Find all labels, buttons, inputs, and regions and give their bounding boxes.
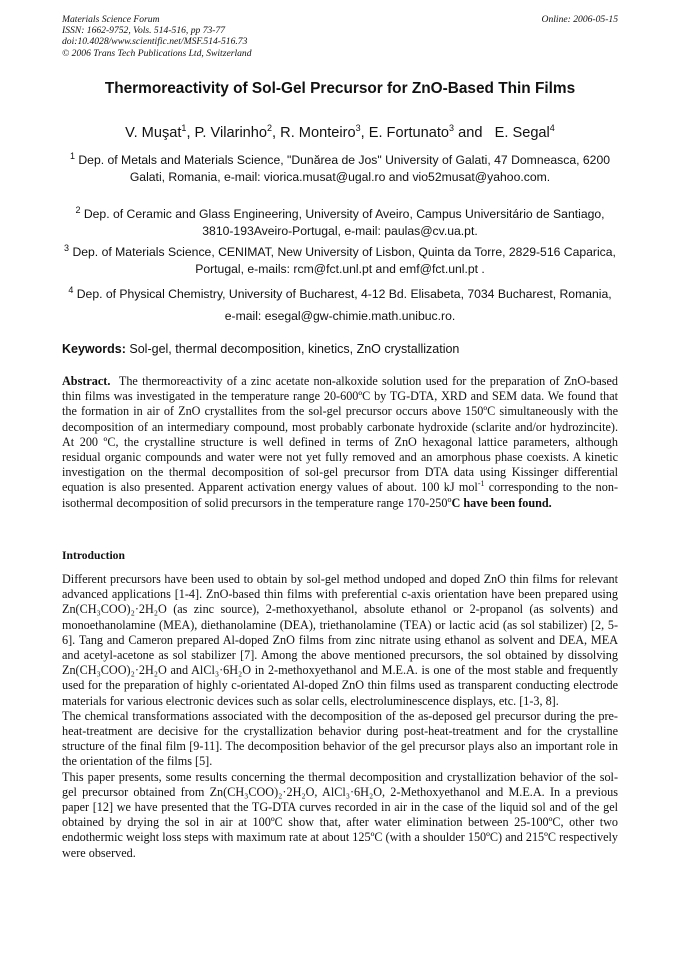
- online-date: Online: 2006-05-15: [541, 14, 618, 25]
- affiliation-number: 2: [75, 204, 81, 215]
- keywords-text: Sol-gel, thermal decomposition, kinetics, ZnO crystallization: [129, 342, 460, 356]
- doi-line: doi:10.4028/www.scientific.net/MSF.514-516.73: [62, 36, 248, 48]
- introduction-body: [62, 572, 618, 861]
- copyright-line: © 2006 Trans Tech Publications Ltd, Switzerland: [62, 47, 252, 59]
- author-aff-mark: 3: [449, 123, 455, 134]
- affiliation-3: [62, 244, 618, 278]
- paragraph: The chemical transformations associated with the decomposition of the as-deposed gel precursor during the pre-heat-treatment are decisive for the crystallization behavior during post-heat-treatment and for the crystalline structure of the final film [9-11]. The decomposition behavior of the gel precursor plays also an important role in the orientation of the films [5].: [62, 708, 618, 769]
- author-aff-mark: 3: [355, 123, 361, 134]
- affiliation-text: Dep. of Physical Chemistry, University of Bucharest, 4-12 Bd. Elisabeta, 7034 Bucharest, Romania, e-mail: esegal@gw-chimie.math.unibuc.ro.: [76, 287, 612, 323]
- paragraph: Different precursors have been used to obtain by sol-gel method undoped and doped ZnO thin films for relevant advanced applications [1-4]. ZnO-based thin films with preferential c-axis orientation have been prepared using Zn(CH₃COO)₂·2H₂O (as zinc source), 2-methoxyethanol, absolute ethanol or 2-propanol (as solvents) and monoethanolamine (MEA), diethanolamine (DEA), triethanolamine (TEA) or lactic acid (as sol stabilizer) [2, 5-6]. Tang and Cameron prepared Al-doped ZnO films from zinc nitrate using ethanol as solvent and DEA, MEA and acetyl-acetone as sol stabilizer [7]. Among the above mentioned precursors, the sol obtained by dissolving Zn(CH₃COO)₂·2H₂O and AlCl₃·6H₂O in 2-methoxyethanol and M.E.A. is one of the most stable and frequently used for the preparation of highly c-orientated Al-doped ZnO thin films used as transparent conducting electrode materials for various electronic devices such as solar cells, electroluminescence displays, etc. [1-3, 8].: [62, 572, 618, 708]
- abstract-label: Abstract.: [62, 374, 111, 388]
- abstract-text: The thermoreactivity of a zinc acetate non-alkoxide solution used for the preparation of ZnO-based thin films was investigated in the temperature range 20-600ºC by TG-DTA, XRD and SEM data. We found that the formation in air of ZnO crystallites from the sol-gel precursor occurs above 150ºC simultaneously with the decomposition of an intermediary compound, most probably carbonate hydroxide (sclarite and/or hydrozincite). At 200 ºC, the crystalline structure is well defined in terms of ZnO hexagonal lattice parameters, although residual organic compounds and water were not yet fully removed and an amorphous phase coexists. A kinetic investigation on the thermal decomposition of sol-gel precursor from DTA data using Kissinger differential equation is also presented. Apparent activation energy values of about. 100 kJ mol: [62, 374, 618, 495]
- paper-title: Thermoreactivity of Sol-Gel Precursor for ZnO-Based Thin Films: [104, 80, 576, 97]
- author-name: P. Vilarinho: [194, 125, 268, 141]
- author-name: E. Segal: [494, 125, 550, 141]
- abstract-sup: -1: [477, 479, 485, 489]
- author-aff-mark: 1: [181, 123, 187, 134]
- affiliation-number: 3: [64, 242, 70, 253]
- journal-header: [62, 14, 618, 59]
- affiliation-2: [62, 206, 618, 240]
- affiliation-number: 1: [69, 150, 75, 161]
- author-aff-mark: 4: [549, 123, 555, 134]
- abstract-text: C have been found.: [451, 495, 552, 510]
- affiliation-text: Dep. of Ceramic and Glass Engineering, University of Aveiro, Campus Universitário de Santiago, 3810-193Aveiro-Portugal, e-mail: paulas@cv.ua.pt.: [83, 207, 605, 238]
- author-name: V. Muşat: [125, 125, 182, 141]
- affiliation-4: [62, 283, 618, 327]
- affiliation-number: 4: [68, 284, 74, 295]
- journal-name: Materials Science Forum: [62, 14, 160, 25]
- paragraph: This paper presents, some results concerning the thermal decomposition and crystallization behavior of the sol-gel precursor obtained from Zn(CH₃COO)₂·2H₂O, AlCl₃·6H₂O, 2-Methoxyethanol and M.E.A. In a previous paper [12] we have presented that the TG-DTA curves recorded in air in the case of the liquid sol and of the gel obtained by drying the sol in air at 100ºC show that, after water elimination between 25-100ºC, other two endothermic weight loss steps with maximum rate at about 125ºC (with a shoulder 150ºC) and 215ºC respectively were observed.: [62, 769, 618, 860]
- abstract: [62, 374, 618, 511]
- abstract-sup: o: [447, 494, 452, 504]
- author-name: E. Fortunato: [368, 125, 450, 141]
- affiliation-1: [62, 152, 618, 186]
- abstract-text: corresponding to the non-isothermal decomposition of solid precursors in the temperature range 170-250: [62, 480, 618, 510]
- issn-line: ISSN: 1662-9752, Vols. 514-516, pp 73-77: [62, 25, 226, 37]
- keywords-label: Keywords:: [62, 342, 126, 356]
- keywords: [62, 342, 618, 356]
- author-list: V. Muşat$^1$, P. Vilarinho$^2$, R. Monteiro$^3$, E. Fortunato$^3$ and E. Segal$^4$: [125, 123, 555, 141]
- author-aff-mark: 2: [267, 123, 273, 134]
- affiliation-text: Dep. of Materials Science, CENIMAT, New University of Lisbon, Quinta da Torre, 2829-516 Caparica, Portugal, e-mails: rcm@fct.unl.pt and emf@fct.unl.pt .: [72, 245, 616, 276]
- author-name: R. Monteiro: [280, 125, 356, 141]
- section-heading-introduction: Introduction: [62, 549, 125, 562]
- affiliation-text: Dep. of Metals and Materials Science, "Dunărea de Jos" University of Galati, 47 Domneasca, 6200 Galati, Romania, e-mail: viorica.musat@ugal.ro and vio52musat@yahoo.com.: [78, 153, 611, 184]
